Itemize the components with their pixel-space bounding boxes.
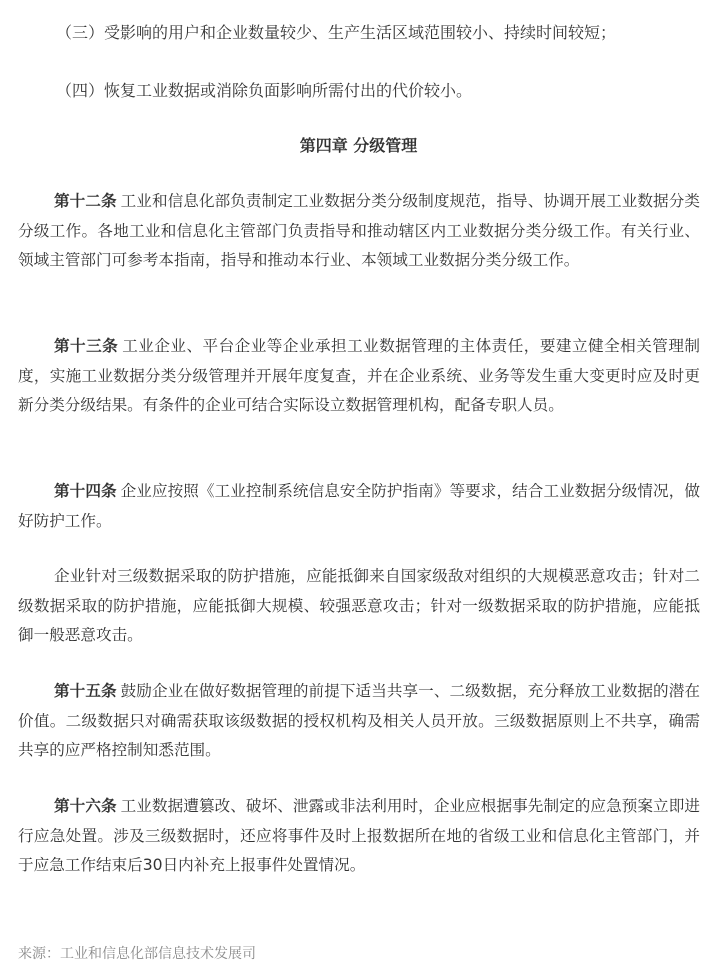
article-14 bbox=[18, 477, 700, 536]
article-14-label: 第十四条 bbox=[54, 482, 117, 500]
source-note: 来源：工业和信息化部信息技术发展司 bbox=[18, 946, 256, 962]
article-16-label: 第十六条 bbox=[54, 797, 117, 815]
article-15-text: 鼓励企业在做好数据管理的前提下适当共享一、二级数据，充分释放工业数据的潜在价值。二级数据只对确需获取该级数据的授权机构及相关人员开放。三级数据原则上不共享，确需共享的应严格控制知悉范围。 bbox=[18, 682, 700, 760]
article-14-text: 企业应按照《工业控制系统信息安全防护指南》等要求，结合工业数据分级情况，做好防护工作。 bbox=[18, 482, 700, 530]
list-item-four: （四）恢复工业数据或消除负面影响所需付出的代价较小。 bbox=[56, 81, 473, 100]
chapter-heading: 第四章 分级管理 bbox=[299, 136, 418, 155]
article-16 bbox=[18, 792, 700, 881]
article-15-label: 第十五条 bbox=[54, 682, 117, 700]
article-12 bbox=[18, 187, 700, 276]
article-12-label: 第十二条 bbox=[54, 192, 117, 210]
list-item-three: （三）受影响的用户和企业数量较少、生产生活区域范围较小、持续时间较短； bbox=[56, 23, 617, 42]
article-15 bbox=[18, 677, 700, 766]
article-16-text: 工业数据遭篡改、破坏、泄露或非法利用时，企业应根据事先制定的应急预案立即进行应急处置。涉及三级数据时，还应将事件及时上报数据所在地的省级工业和信息化主管部门，并于应急工作结束后30日内补充上报事件处置情况。 bbox=[18, 797, 700, 875]
article-13-label: 第十三条 bbox=[54, 337, 119, 355]
article-14-continuation: 企业针对三级数据采取的防护措施，应能抵御来自国家级敌对组织的大规模恶意攻击；针对二级数据采取的防护措施，应能抵御大规模、较强恶意攻击；针对一级数据采取的防护措施，应能抵御一般恶意攻击。 bbox=[18, 567, 700, 645]
article-13 bbox=[18, 332, 700, 421]
article-13-text: 工业企业、平台企业等企业承担工业数据管理的主体责任，要建立健全相关管理制度，实施工业数据分类分级管理并开展年度复查，并在企业系统、业务等发生重大变更时应及时更新分类分级结果。有条件的企业可结合实际设立数据管理机构，配备专职人员。 bbox=[18, 337, 700, 415]
article-12-text: 工业和信息化部负责制定工业数据分类分级制度规范，指导、协调开展工业数据分类分级工作。各地工业和信息化主管部门负责指导和推动辖区内工业数据分类分级工作。有关行业、领域主管部门可参考本指南，指导和推动本行业、本领域工业数据分类分级工作。 bbox=[18, 192, 700, 270]
